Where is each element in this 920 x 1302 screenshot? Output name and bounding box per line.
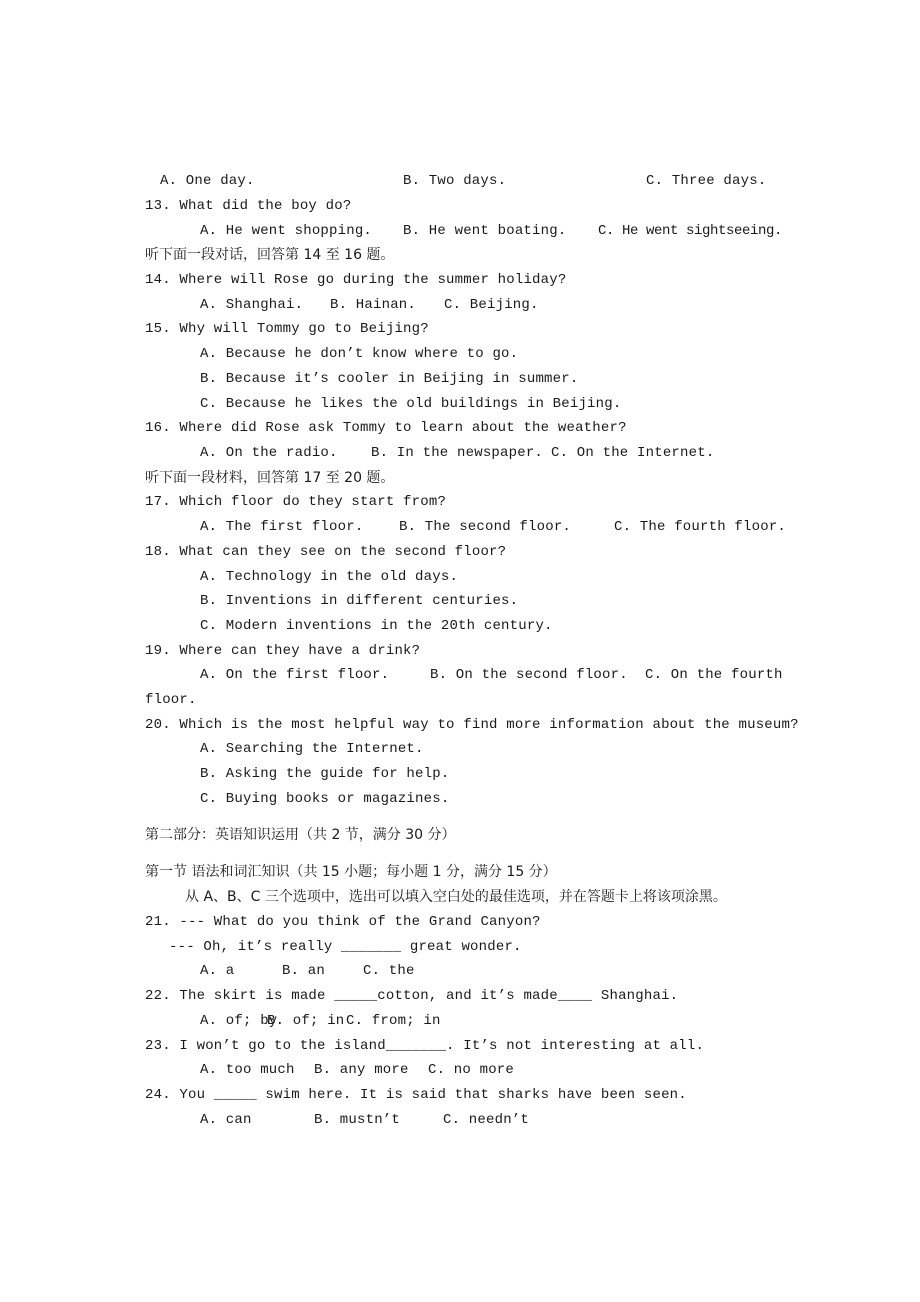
q16-option-c: C. On the Internet.: [551, 445, 715, 461]
q19-option-c: C. On the fourth: [645, 667, 783, 683]
q14-option-a: A. Shanghai.: [200, 297, 304, 313]
q15-option-b: B. Because it’s cooler in Beijing in summer.: [200, 371, 579, 387]
q23-question: 23. I won’t go to the island_______. It’s not interesting at all.: [145, 1038, 705, 1054]
q19-option-a: A. On the first floor.: [200, 667, 390, 683]
q21-reply: --- Oh, it’s really _______ great wonder.: [169, 939, 522, 955]
q13-option-a: A. He went shopping.: [200, 223, 373, 239]
q22-question: 22. The skirt is made _____cotton, and it’s made____ Shanghai.: [145, 988, 679, 1004]
q16-option-b: B. In the newspaper.: [371, 445, 544, 461]
q16-question: 16. Where did Rose ask Tommy to learn about the weather?: [145, 420, 627, 436]
q23-option-a: A. too much: [200, 1062, 295, 1078]
q21-option-a: A. a: [200, 963, 235, 979]
q15-option-a: A. Because he don’t know where to go.: [200, 346, 519, 362]
q24-option-c: C. needn’t: [443, 1112, 530, 1128]
q18-option-b: B. Inventions in different centuries.: [200, 593, 519, 609]
q21-option-c: C. the: [363, 963, 415, 979]
q18-option-a: A. Technology in the old days.: [200, 569, 459, 585]
q18-question: 18. What can they see on the second floor?: [145, 544, 507, 560]
listening-instruction-14-16: 听下面一段对话，回答第 14 至 16 题。: [145, 247, 395, 263]
q24-option-b: B. mustn’t: [314, 1112, 401, 1128]
q22-option-b: B. of; in: [267, 1013, 345, 1029]
q13-question: 13. What did the boy do?: [145, 198, 352, 214]
q13-option-b: B. He went boating.: [403, 223, 567, 239]
part2-heading: 第二部分：英语知识运用（共 2 节，满分 30 分）: [145, 827, 456, 843]
q18-option-c: C. Modern inventions in the 20th century.: [200, 618, 553, 634]
q17-option-a: A. The first floor.: [200, 519, 364, 535]
q20-option-a: A. Searching the Internet.: [200, 741, 424, 757]
q23-option-c: C. no more: [428, 1062, 515, 1078]
q17-option-c: C. The fourth floor.: [614, 519, 787, 535]
q20-option-b: B. Asking the guide for help.: [200, 766, 450, 782]
q22-option-c: C. from; in: [346, 1013, 441, 1029]
q14-question: 14. Where will Rose go during the summer holiday?: [145, 272, 567, 288]
q13-option-c: C. He went sightseeing.: [598, 223, 783, 239]
q12-option-b: B. Two days.: [403, 173, 507, 189]
section1-heading: 第一节 语法和词汇知识（共 15 小题；每小题 1 分，满分 15 分）: [145, 864, 557, 880]
q14-option-b: B. Hainan.: [330, 297, 417, 313]
q21-question: 21. --- What do you think of the Grand Canyon?: [145, 914, 541, 930]
q16-option-a: A. On the radio.: [200, 445, 338, 461]
q24-question: 24. You _____ swim here. It is said that sharks have been seen.: [145, 1087, 687, 1103]
q24-option-a: A. can: [200, 1112, 252, 1128]
q20-question: 20. Which is the most helpful way to find more information about the museum?: [145, 717, 799, 733]
q17-question: 17. Which floor do they start from?: [145, 494, 447, 510]
q19-option-c-wrap: floor.: [145, 692, 197, 708]
q22-option-a: A. of; by: [200, 1013, 278, 1029]
q17-option-b: B. The second floor.: [399, 519, 572, 535]
q20-option-c: C. Buying books or magazines.: [200, 791, 450, 807]
q12-option-c: C. Three days.: [646, 173, 767, 189]
q12-option-a: A. One day.: [160, 173, 255, 189]
q19-option-b: B. On the second floor.: [430, 667, 628, 683]
q15-option-c: C. Because he likes the old buildings in Beijing.: [200, 396, 622, 412]
section1-instruction: 从 A、B、C 三个选项中，选出可以填入空白处的最佳选项，并在答题卡上将该项涂黑。: [185, 889, 727, 905]
listening-instruction-17-20: 听下面一段材料，回答第 17 至 20 题。: [145, 470, 395, 486]
q19-question: 19. Where can they have a drink?: [145, 643, 421, 659]
q14-option-c: C. Beijing.: [444, 297, 539, 313]
q21-option-b: B. an: [282, 963, 326, 979]
q23-option-b: B. any more: [314, 1062, 409, 1078]
q15-question: 15. Why will Tommy go to Beijing?: [145, 321, 429, 337]
